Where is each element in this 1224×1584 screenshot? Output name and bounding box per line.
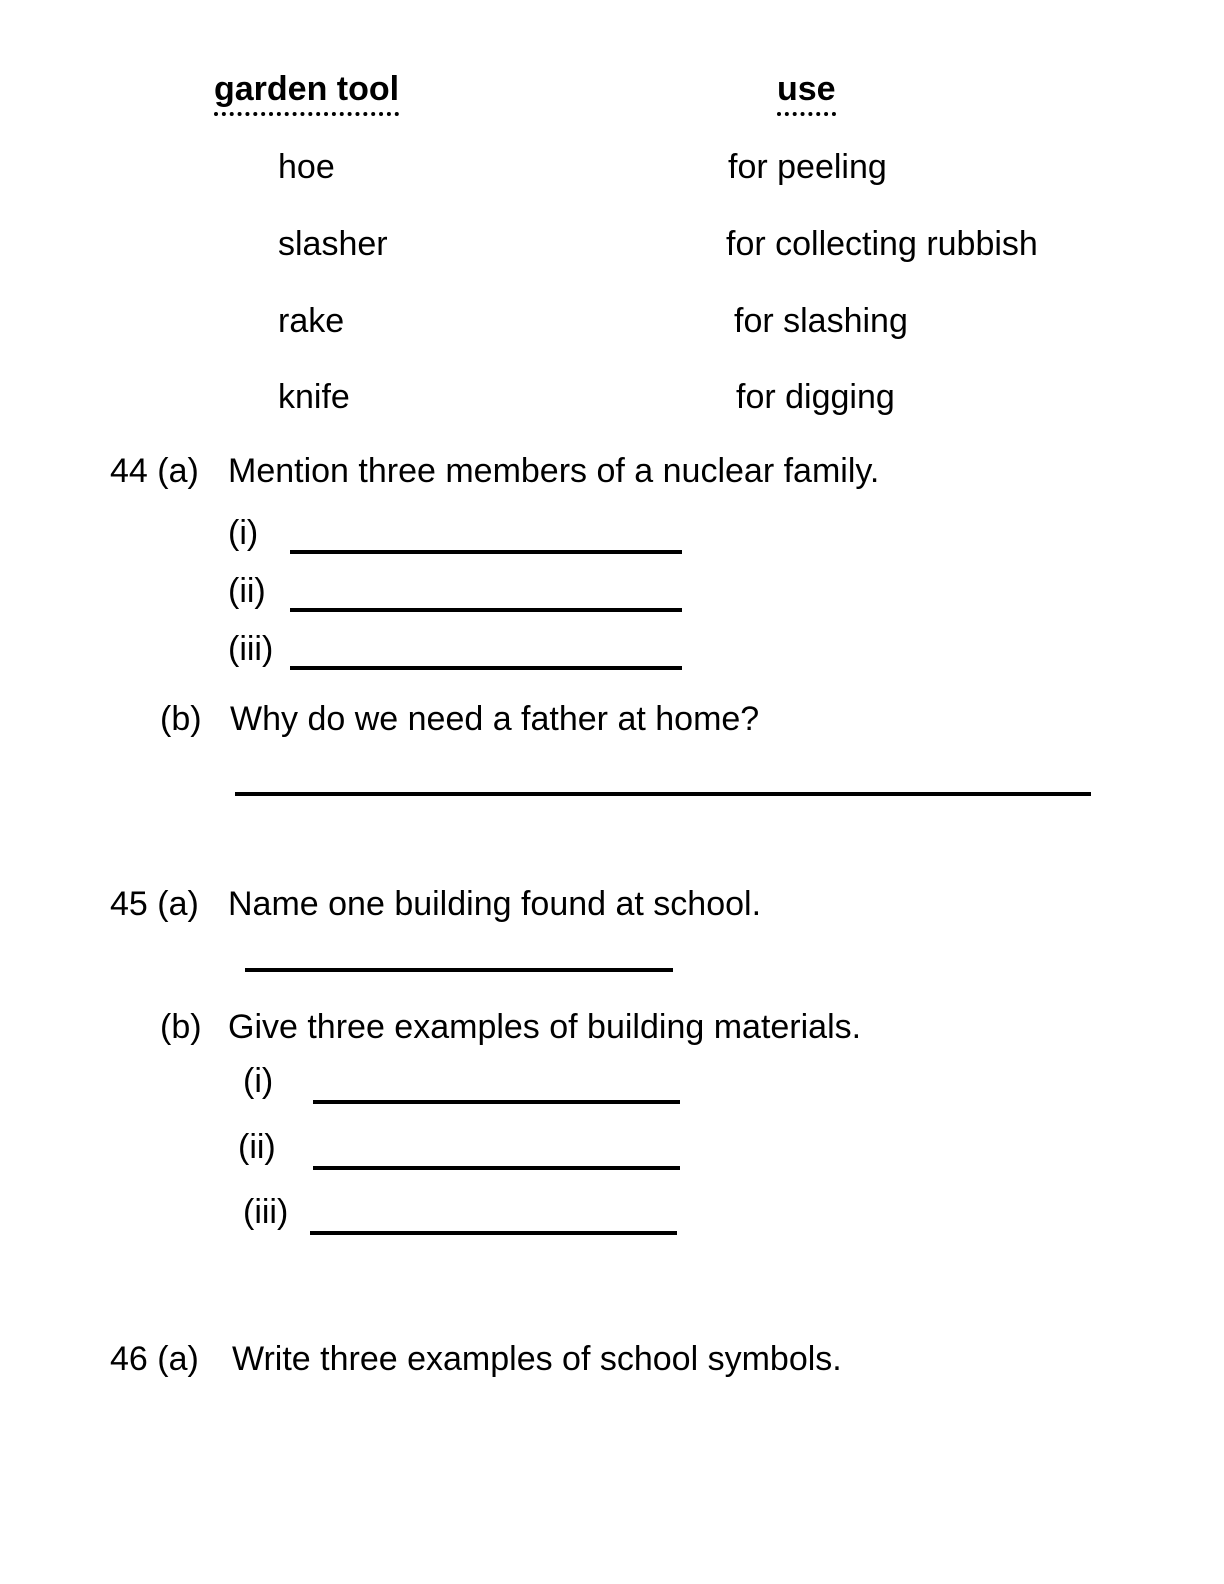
q45-item-ii-label: (ii) — [238, 1128, 276, 1166]
q44-item-iii-label: (iii) — [228, 630, 274, 668]
match-use: for digging — [736, 378, 895, 416]
q45-b-text: Give three examples of building materials. — [228, 1008, 862, 1046]
q45-a-text: Name one building found at school. — [228, 885, 762, 923]
q44-b-answer-line[interactable] — [235, 792, 1091, 796]
q45-a-answer-line[interactable] — [245, 968, 673, 972]
q45-item-iii-label: (iii) — [243, 1193, 289, 1231]
q45-b-label: (b) — [160, 1008, 202, 1046]
q44-number: 44 (a) — [110, 452, 199, 490]
q44-item-i-label: (i) — [228, 514, 259, 552]
q45-item-ii-answer-line[interactable] — [313, 1166, 680, 1170]
q44-item-i-answer-line[interactable] — [290, 550, 682, 554]
match-tool: rake — [278, 302, 345, 340]
q44-item-ii-label: (ii) — [228, 572, 266, 610]
match-use: for peeling — [728, 148, 887, 186]
q44-item-iii-answer-line[interactable] — [290, 666, 682, 670]
q44-b-label: (b) — [160, 700, 202, 738]
match-header-use: use — [777, 70, 836, 116]
match-tool: hoe — [278, 148, 335, 186]
q45-item-i-label: (i) — [243, 1062, 274, 1100]
q45-item-i-answer-line[interactable] — [313, 1100, 680, 1104]
match-use: for slashing — [734, 302, 908, 340]
match-use: for collecting rubbish — [726, 225, 1038, 263]
q45-number: 45 (a) — [110, 885, 199, 923]
match-tool: knife — [278, 378, 350, 416]
match-tool: slasher — [278, 225, 388, 263]
q44-item-ii-answer-line[interactable] — [290, 608, 682, 612]
q44-b-text: Why do we need a father at home? — [230, 700, 760, 738]
q46-number: 46 (a) — [110, 1340, 199, 1378]
q44-a-text: Mention three members of a nuclear family. — [228, 452, 880, 490]
q45-item-iii-answer-line[interactable] — [310, 1231, 677, 1235]
match-header-garden-tool: garden tool — [214, 70, 399, 116]
q46-a-text: Write three examples of school symbols. — [232, 1340, 842, 1378]
